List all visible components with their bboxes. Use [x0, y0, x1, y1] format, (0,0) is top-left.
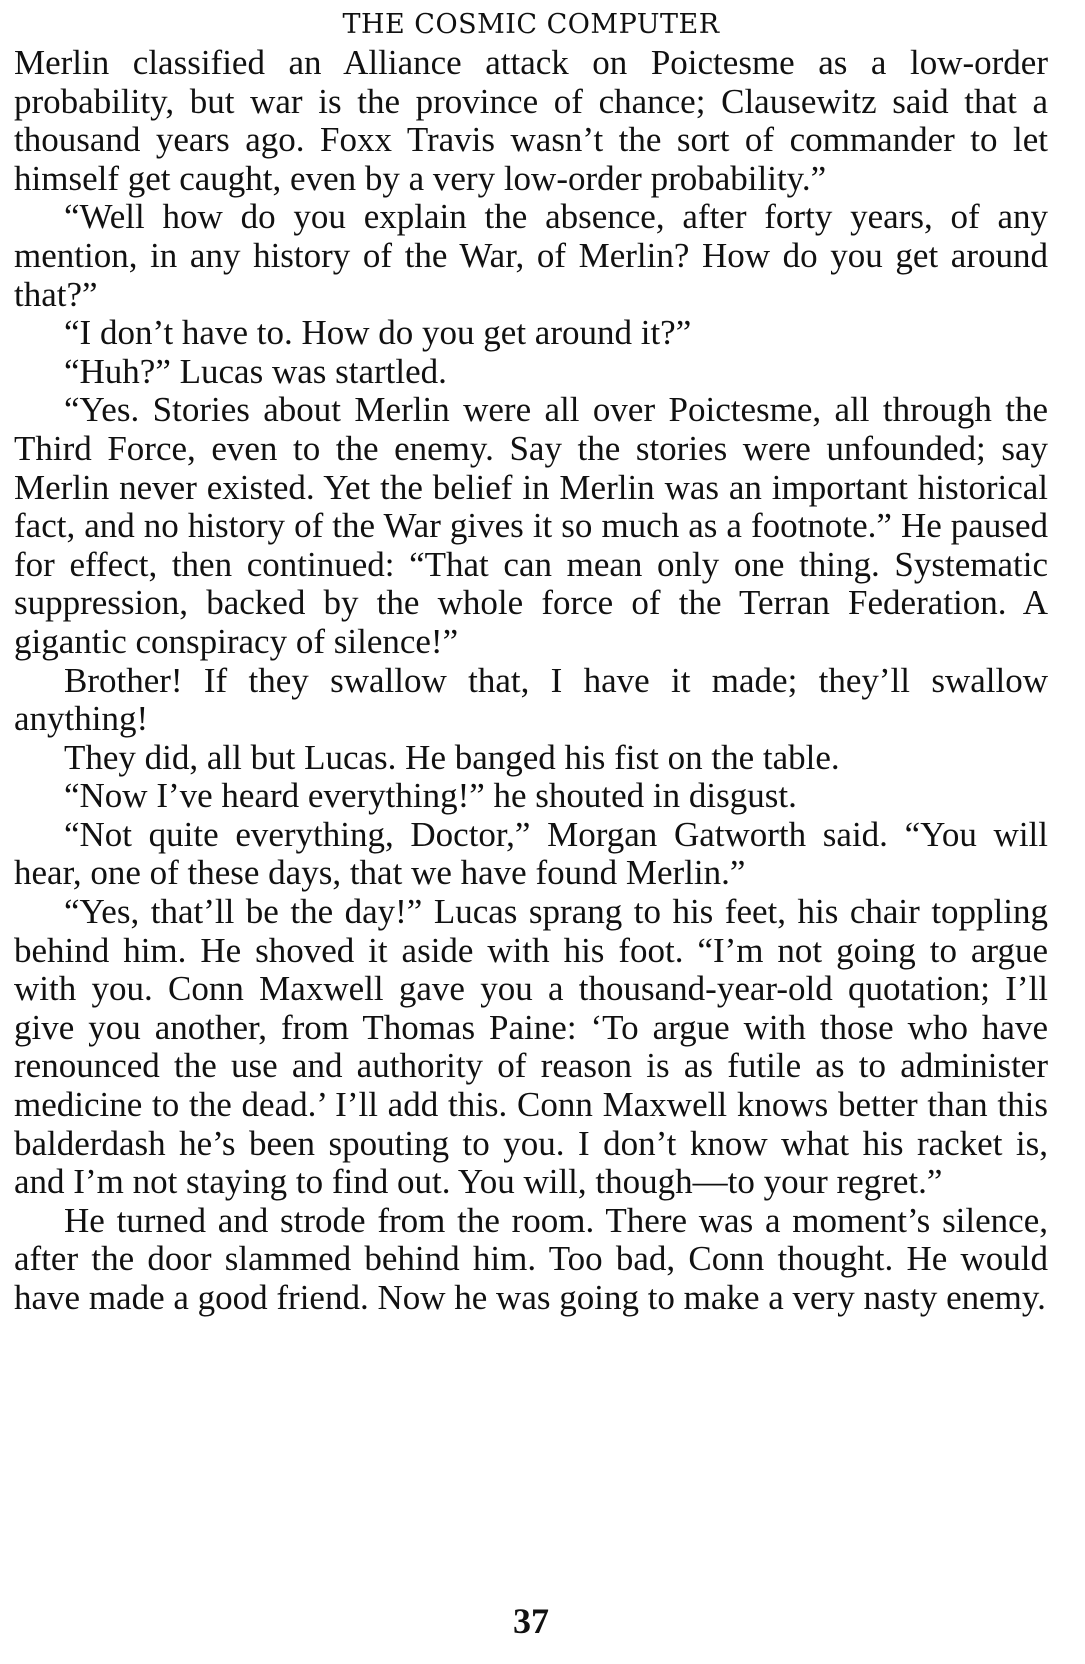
- paragraph: “Yes. Stories about Merlin were all over Poictesme, all through the Third Force, even to the enemy. Say the stories were unfounded; say Merlin never existed. Yet the belief in Merlin was an important historical fact, and no history of the War gives it so much as a footnote.” He paused for effect, then continued: “That can mean only one thing. Systematic suppression, backed by the whole force of the Terran Federation. A gigantic conspiracy of silence!”: [14, 390, 1048, 661]
- paragraph: They did, all but Lucas. He banged his fist on the table.: [64, 737, 840, 777]
- paragraph: Merlin classified an Alliance attack on Poictesme as a low-order probability, but war is the province of chance; Clausewitz said that a thousand years ago. Foxx Travis wasn’t the sort of commander to let himself get caught, even by a very low-order probability.”: [14, 43, 1048, 198]
- paragraph: “Yes, that’ll be the day!” Lucas sprang to his feet, his chair toppling behind him. He shoved it aside with his foot. “I’m not going to argue with you. Conn Maxwell gave you a thousand-year-old quotation; I’ll give you another, from Thomas Paine: ‘To argue with those who have renounced the use and authority of reason is as futile as to administer medicine to the dead.’ I’ll add this. Conn Maxwell knows better than this balderdash he’s been spouting to you. I don’t know what his racket is, and I’m not staying to find out. You will, though—to your regret.”: [14, 892, 1048, 1202]
- paragraph: He turned and strode from the room. There was a moment’s silence, after the door slammed behind him. Too bad, Conn thought. He would have made a good friend. Now he was going to make a very nasty enemy.: [14, 1200, 1048, 1317]
- book-page: [14, 0, 1048, 1664]
- paragraph: “Well how do you explain the absence, after forty years, of any mention, in any history of the War, of Merlin? How do you get around that?”: [14, 197, 1048, 314]
- paragraph: “I don’t have to. How do you get around it?”: [64, 313, 692, 353]
- paragraph: Brother! If they swallow that, I have it made; they’ll swallow anything!: [14, 660, 1048, 739]
- body-text: [14, 44, 1048, 1318]
- paragraph: “Huh?” Lucas was startled.: [64, 351, 447, 391]
- running-head: THE COSMIC COMPUTER: [342, 9, 720, 40]
- paragraph: “Now I’ve heard everything!” he shouted in disgust.: [64, 776, 797, 816]
- page-number: 37: [513, 1601, 549, 1641]
- paragraph: “Not quite everything, Doctor,” Morgan Gatworth said. “You will hear, one of these days, that we have found Merlin.”: [14, 814, 1048, 893]
